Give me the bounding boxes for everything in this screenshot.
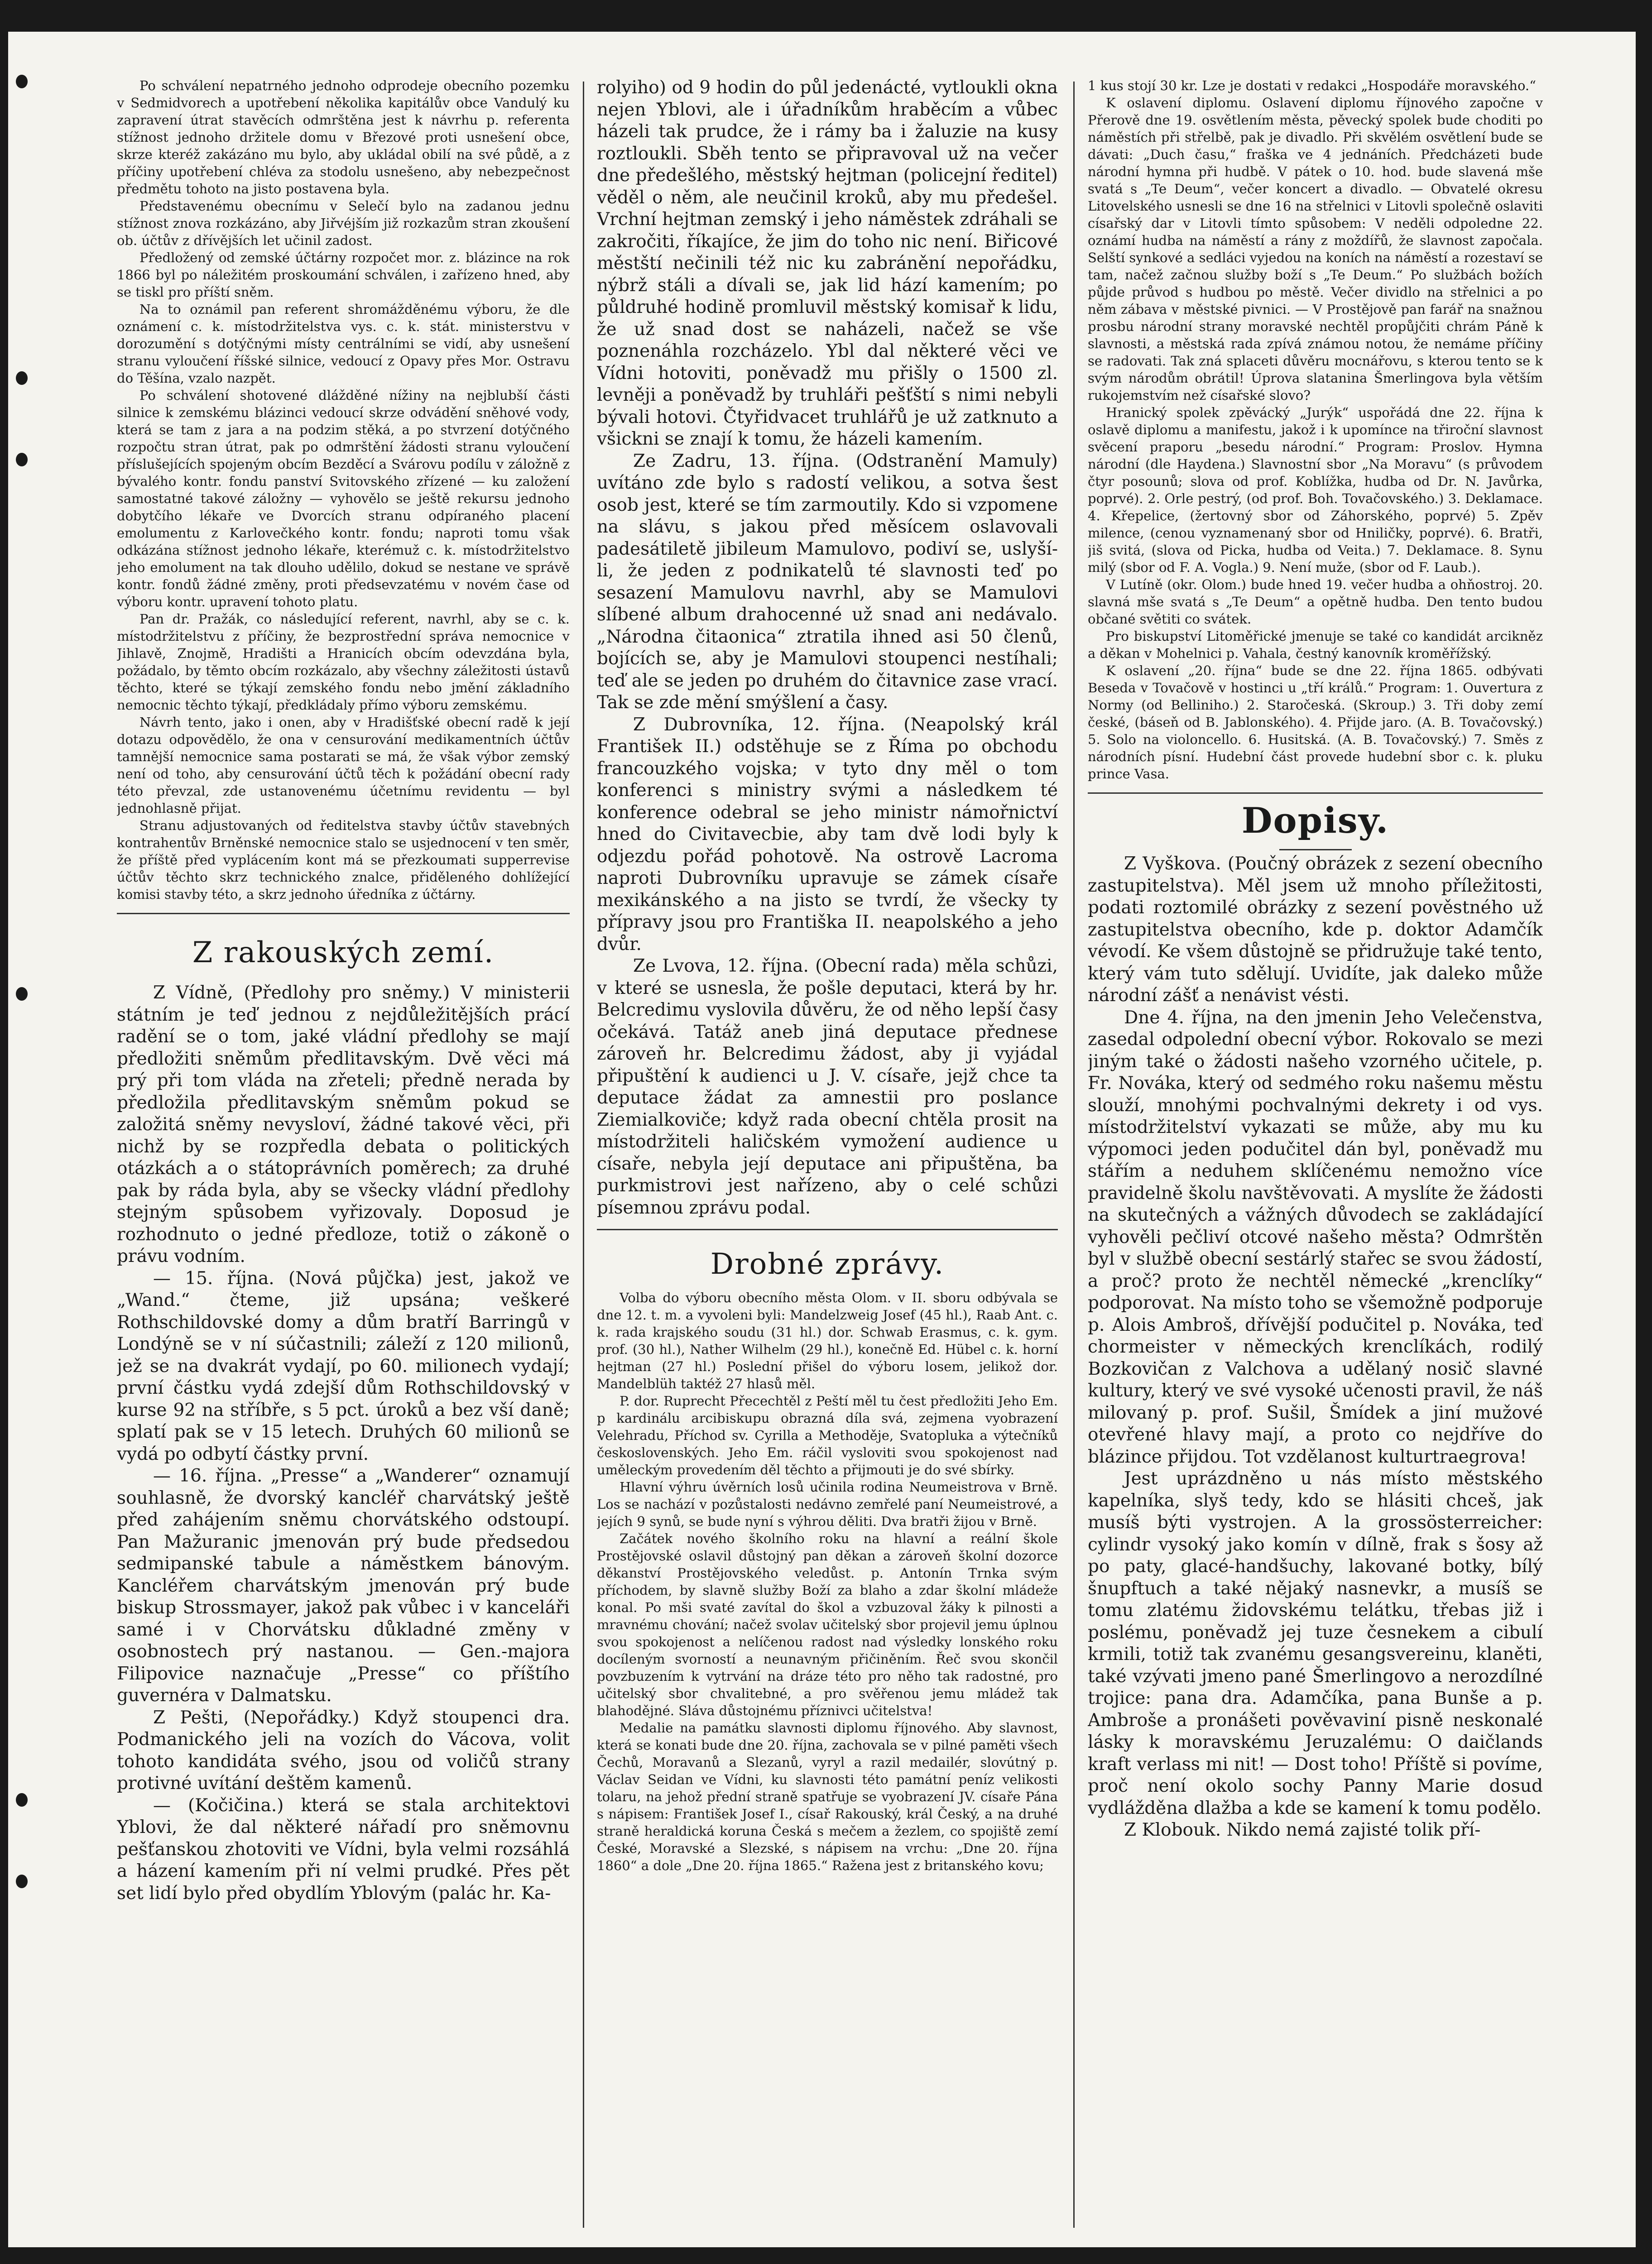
col2-article: rolyiho) od 9 hodin do půl jedenácté, vytloukli okna nejen Yblovi, ale i úřadníkům hraběcím a vůbec házeli tak prudce, že i rámy ba i žaluzie na kusy roztloukli. Sběh tento se připravoval už na večer dne předešlého, městský hejtman (policejní ředitel) věděl o něm, ale neučinil kroků, aby mu předešel. Vrchní hejtman zemský i jeho náměstek zdráhali se zakročiti, říkajíce, že jim do toho nic není. Biřicové městští nečinili též nic ku zabránění nepořádku, nýbrž stáli a dívali se, jak lid hází kamením; po půldruhé hodině promluvil městský komisař k lidu, že už snad dost se naházeli, načež se vše poznenáhla rozcházelo. Ybl dal některé věci ve Vídni hotoviti, poněvadž mu přišly o 1500 zl. levněji a poněvadž by truhláři pešťští s nimi nebyli bývali hotovi. Čtyřidvacet truhlářů je už zatknuto a všickni se znají k tomu, že házeli kamením. (597, 77, 1058, 449)
col1-article: Z Pešti, (Nepořádky.) Když stoupenci dra. Podmanického jeli na vozích do Vácova, volit tohoto kandidáta svého, jsou od voličů strany protivné uvítání deštěm kamenů. (117, 1707, 570, 1794)
heading-underline (1279, 849, 1352, 850)
col1-article: Z Vídně, (Předlohy pro sněmy.) V ministerii státním je teď jednou z nejdůležitějších prácí radění se o tom, jaké vládní předlohy se mají předložiti sněmům předlitavským. Dvě věci má prý při tom vláda na zřeteli; předně nerada by předložila předlitavským sněmům pokud se založitá sněmy nevysloví, žádné takové věci, při nichž by se rozpředla debata o politických otázkách a o státoprávních poměrech; za druhé pak by ráda byla, aby se všecky vládní předlohy stejným spůsobem vyřizovaly. Doposud je rozhodnuto o jedné předloze, totiž o zákoně o právu vodním. (117, 983, 570, 1266)
section-divider (1088, 792, 1543, 794)
scan-border-right (1636, 0, 1652, 2264)
col1-paragraph: Pan dr. Pražák, co následující referent, navrhl, aby se c. k. místodržitelstvu z příčiny, že bezprostřední správa nemocnice v Jihlavě, Znojmě, Hradišti a Hranicích obcím odevzdána byla, požádalo, by těmto obcím rozkázalo, aby všechny záležitosti ústavů těchto, které se týkají zemského fondu nebo jmění základního nemocnic těchto týkají, předkládaly přímo výboru zemskému. (117, 611, 570, 713)
section-divider (597, 1229, 1058, 1230)
col2-news-item: Medalie na památku slavnosti diplomu říjnového. Aby slavnost, která se konati bude dne 20. října, zachovala se v pilné paměti všech Čechů, Moravanů a Slezanů, vyryl a razil medailér, slovútný p. Václav Seidan ve Vídni, ku slavnosti této památní peníz velikosti tolaru, na jehož přední straně spatřuje se vyobrazení JV. císaře Pána s nápisem: František Josef I., císař Rakouský, král Český, a na druhé straně heraldická koruna Česká s mečem a žezlem, co spojiště zemí České, Moravské a Slezské, s nápisem na vrchu: „Dne 20. října 1860“ a dole „Dne 20. října 1865.“ Ražena jest z britanského kovu; (597, 1720, 1058, 1873)
binding-hole-6 (16, 1875, 28, 1888)
column-3 (1088, 77, 1543, 2232)
column2-small-section (597, 1289, 1058, 1874)
binding-hole-1 (16, 75, 28, 88)
column2-large-section (597, 77, 1058, 1219)
col3-letter: Dne 4. října, na den jmenin Jeho Velečenstva, zasedal odpolední obecní výbor. Rokovalo se mezi jiným také o žádosti našeho vzorného učitele, p. Fr. Nováka, který od sedmého roku našemu městu slouží, mnohými pochvalnými dekrety i od vys. místodržitelství vykazati se může, aby mu ku výpomoci jeden podučitel dán byl, poněvadž mu stářím a neduhem sklíčenému nemožno více pravidelně školu navštěvovati. A myslíte že žádosti na skutečných a vážných důvodech se zakládající vyhověli pečliví otcové našeho města? Odmrštěn byl v službě obecní sestárlý stařec se svou žádostí, a proč? proto že nechtěl německé „krenclíky“ podporovat. Na místo toho se všemožně podporuje p. Alois Ambroš, dřívější podučitel p. Nováka, teď chormeister v německých krenclíkách, rodilý Bozkovičan z Valchova a udělaný nosič slavné kultury, který ve své vysoké učenosti pravil, že náš milovaný p. prof. Sušil, Šmídek a jiní mužové otevřené hlavy mají, a proto co nejdříve do blázince přijdou. Tot vzdělanost kulturtraegrova! (1088, 1007, 1543, 1467)
column1-small-section (117, 77, 570, 903)
col3-news-item: V Lutíně (okr. Olom.) bude hned 19. večer hudba a ohňostroj. 20. slavná mše svatá s „Te Deum“ a opětně hudba. Den tento budou občané světiti co svátek. (1088, 577, 1543, 627)
col3-news-item: K oslavení diplomu. Oslavení diplomu říjnového započne v Přerově dne 19. osvětlením města, pěvecký spolek bude choditi po náměstích při střelbě, pak je divadlo. Při skvělém osvětlení bude se dávati: „Duch času,“ fraška ve 4 jednáních. Předcházeti bude národní hymna při hudbě. V pátek o 10. hod. bude slavená mše svatá s „Te Deum“, večer koncert a divadlo. — Obvatelé okresu Litovelského usnesli se dne 16 na střelnici v Litovli společně oslaviti císařský dar v Litovli tímto spůsobem: V neděli odpoledne 22. oznámí hudba na náměstí a rány z moždířů, že slavnost započala. Selští synkové a sedláci vyjedou na koních na náměstí a rozestaví se tam, načež začnou služby boží s „Te Deum.“ Po službách božích půjde průvod s hudbou po městě. Večer dividlo na střelnici a po něm zábava v městské pivnici. — V Prostějově pan farář na snažnou prosbu národní strany moravské nechtěl propůjčiti chrám Páně k slavnosti, a městská rada zpívá známou notou, že nemáme příčiny se radovati. Tak zná splaceti důvěru mocnářovu, s kterou tento se k svým národům obrátil! Úprova slatanina Šmerlingova byla větším rukojemstvím než císařské slovo? (1088, 95, 1543, 403)
column-1 (117, 77, 570, 2232)
col1-paragraph: Na to oznámil pan referent shromážděnému výboru, že dle oznámení c. k. místodržitelstva vys. c. k. stát. ministerstvu v dorozumění s dotýčnými místy centrálními se vidí, aby usnešení stranu vyloučení říšské silnice, vedoucí z Opavy přes Mor. Ostravu do Těšína, vzalo nazpět. (117, 302, 570, 386)
col1-paragraph: Představenému obecnímu v Selečí bylo na zadanou jednu stížnost znova rozkázáno, aby Jiřvéjším již rozkazům stran zkoušení ob. účtův z dřívějších let učinil zadost. (117, 198, 570, 248)
col2-news-item: Začátek nového školního roku na hlavní a reální škole Prostějovské oslavil důstojný pan děkan a zároveň školní dozorce děkanství Prostějovského veledůst. p. Antonín Trnka svým příchodem, by slavně služby Boží za blaho a zdar školní mládeže konal. Po mši svaté zavítal do škol a vzbuzoval žáky k pilnosti a mravnému chování; načež svolav učitelský sbor projevil jemu úplnou svou spokojenost a nelíčenou radost nad výsledky lonského roku docíleným svorností a neunavným přičiněním. Řeč svou skončil povzbuzením k vytrvání na dráze této pro něho tak radostné, pro učitelský sbor chvalitebné, a pro svěřenou jemu mládež tak blahodějné. Sláva důstojnému příznivci učitelstva! (597, 1531, 1058, 1718)
column-2 (597, 77, 1058, 2232)
col2-article: Z Dubrovníka, 12. října. (Neapolský král František II.) odstěhuje se z Říma po obchodu francouzkého vojska; v tyto dny měl o tom konferenci s ministry svými a následkem té konference odebral se jeho ministr námořnictví hned do Civitavecbie, aby tam dvě lodi byly k odjezdu pořád pohotově. Na ostrově Lacroma naproti Dubrovníku upravuje se zámek císaře mexikánského a na jisto se tvrdí, že všecky ty přípravy jsou pro Františka II. neapolského a jeho dvůr. (597, 714, 1058, 955)
col1-paragraph: Po schválení shotovené dlážděné nížiny na nejblubší části silnice k zemskému blázinci vedoucí skrze odvádění sněhové vody, která se tam z jara a na podzim stěká, a po stvrzení dotýčného rozpočtu stran útrat, pak po odmrštění žádosti stranu vyloučení příslušejících spojeným obcím Bezděcí a Svárovu podílu v záložně z bývalého kontr. fondu panství Svitovského zřízené — ku založení samostatné takové záložny — vyhovělo se ještě rekursu jednoho dobytčího lékaře ve Dvorcích stranu odpíraného placení emolumentu z Karlovečkého kontr. fondu; naproti tomu však odkázána stížnost jednoho lékaře, kterémuž c. k. místodržitelstvo jeho emolument na tak dlouho udělilo, dokud se nestane ve správě kontr. fondů žádné změny, proti předsevzatému v novém čase od výboru kontr. upravení tohoto platu. (117, 388, 570, 609)
col3-news-item: Hranický spolek zpěvácký „Jurýk“ uspořádá dne 22. října k oslavě diplomu a manifestu, jakož i k upomínce na třiroční slavnost svěcení praporu „besedu národní.“ Program: Proslov. Hymna národní (dle Haydena.) Slavnostní sbor „Na Moravu“ (s průvodem čtyr posounů; slova od prof. Koblížka, hudba od Dr. N. Javůrka, poprvé). 2. Orle pestrý, (od prof. Boh. Tovačovského.) 3. Deklamace. 4. Křepelice, (žertovný sbor od Záhorského, poprvé) 5. Zpěv milence, (cenou vyznamenaný sbor od Hniličky, poprvé). 6. Bratři, jiš svitá, (slova od Picka, hudba od Veita.) 7. Deklamace. 8. Synu milý (sbor od F. A. Vogla.) 9. Není muže, (sbor od F. Laub.). (1088, 405, 1543, 575)
col1-paragraph: Po schválení nepatrného jednoho odprodeje obecního pozemku v Sedmidvorech a upotřebení několika kapitálův obce Vandulý ku zapravení útrat stavěcích odmrštěna jest k návrhu p. referenta stížnost jednoho držitele domu v Březové proti usnešení obce, skrze kteréž zakázáno mu bylo, aby ukládal obilí na své půdě, a z příčiny upotřebení chléva za stodolu usnešeno, aby nebezpečnost předmětu tohoto na jisto postavena byla. (117, 78, 570, 197)
binding-hole-4 (16, 987, 28, 1001)
section-heading-dopisy: Dopisy. (1241, 800, 1389, 841)
column3-large-section (1088, 853, 1543, 1842)
col1-paragraph: Předložený od zemské účtárny rozpočet mor. z. blázince na rok 1866 byl po náležitém proskoumání schválen, i zařízeno hned, aby se tiskl pro příští sněm. (117, 250, 570, 300)
scan-border-left (0, 0, 8, 2264)
col1-article: — 16. října. „Presse“ a „Wanderer“ oznamují souhlasně, že dvorský kancléř charvátský ještě před zahájením sněmu chorvátského odstoupí. Pan Mažuranic jmenován prý bude předsedou sedmipanské tabule a náměstkem bánovým. Kancléřem charvátským jmenován prý bude biskup Strossmayer, jakož pak vůbec i v kanceláři samé i v Chorvátsku důkladné změny v osobnostech prý nastanou. — Gen.-majora Filipovice naznačuje „Presse“ co příštího guvernéra v Dalmatsku. (117, 1466, 570, 1706)
section-heading-z-rakouskych-zemi: Z rakouských zemí. (192, 936, 495, 969)
section-heading-drobne-zpravy: Drobné zprávy. (710, 1247, 945, 1281)
col2-news-item: Hlavní výhru úvěrních losů učinila rodina Neumeistrova v Brně. Los se nachází v pozůstalosti nedávno zemřelé paní Neumeistrové, a jejích 9 synů, se bude nyní s výhrou děliti. Dva bratři žijou v Brně. (597, 1479, 1058, 1529)
col3-news-item: Pro biskupství Litoměřické jmenuje se také co kandidát arcikněz a děkan v Mohelnici p. Vahala, čestný kanovník kroměřížský. (1088, 628, 1543, 661)
column-rule-1 (583, 82, 584, 2228)
col1-article: — (Kočičina.) která se stala architektovi Yblovi, že dal některé nářadí pro sněmovnu pešťanskou zhotoviti ve Vídni, byla velmi rozsáhlá a házení kamením při ní velmi prudké. Přes pět set lidí bylo před obydlím Yblovým (palác hr. Ka- (117, 1795, 570, 1904)
col3-letter: Jest uprázdněno u nás místo městského kapelníka, slyš tedy, kdo se hlásiti chceš, jak musíš býti vystrojen. A la grossösterreicher: cylindr vysoký jako komín v dílně, frak s šosy až po paty, glacé-handšuchy, lakované botky, bílý šnupftuch a také nějaký nasnevkr, a musíš se tomu zlatému židovskému telátku, třebas již i poslému, poněvadž jej tuze česnekem a cibulí krmili, totiž tak zvanému gesangsvereinu, klaněti, také vzývati jmeno pané Šmerlingovo a nerozdílné trojice: pana dra. Adamčíka, pana Bunše a p. Ambroše a pronášeti pověvaviní pisně neskonalé lásky k moravskému Jeruzalému: O daičlands kraft verlass mi nit! — Dost toho! Příště si povíme, proč není okolo sochy Panny Marie dosud vydlážděna dlažba a kde se kamení k tomu podělo. (1088, 1468, 1543, 1818)
col2-article: Ze Lvova, 12. října. (Obecní rada) měla schůzi, v které se usnesla, že pošle deputaci, která by hr. Belcredimu vyslovila důvěru, že od něho lepší časy očekává. Tatáž aneb jiná deputace přednese zároveň hr. Belcredimu žádost, aby ji vyjádal připuštění k audienci u J. V. císaře, jejž chce ta deputace žádat za amnestii pro poslance Ziemialkoviče; když rada obecní chtěla prosit na místodržiteli haličském vymožení audience u císaře, nebyla její deputace ani připuštěna, ba purkmistrovi jest nařízeno, aby o celé schůzi písemnou zprávu podal. (597, 956, 1058, 1218)
col3-news-item: 1 kus stojí 30 kr. Lze je dostati v redakci „Hospodáře moravského.“ (1088, 78, 1536, 93)
column3-small-section (1088, 77, 1543, 782)
col1-paragraph: Návrh tento, jako i onen, aby v Hradišťské obecní radě k její dotazu odpovědělo, že ona v censurování medikamentních účtův tamnější nemocnice sama postarati se má, že však výbor zemský není od toho, aby censurování účtů těch k požádání obecní rady této převzal, zde ustanovenému účetnímu revidentu — byl jednohlasně přijat. (117, 715, 570, 816)
col2-article: Ze Zadru, 13. října. (Odstranění Mamuly) uvítáno zde bylo s radostí velikou, a sotva šest osob jest, které se tím zarmoutily. Kdo si vzpomene na slávu, s jakou před měsícem oslavovali padesátiletě jibileum Mamulovo, podiví se, uslyší-li, že jeden z podnikatelů té slavnosti teď po sesazení Mamulovu navrhl, aby se Mamulovi slíbené album drahocenné už snad ani nedávalo. „Národna čitaonica“ ztratila ihned asi 50 členů, bojících se, aby je Mamulovi stoupenci nestíhali; teď ale se jeden po druhém do čitavnice zase vrací. Tak se zde mění smýšlení a časy. (597, 451, 1058, 713)
binding-hole-5 (16, 1793, 28, 1807)
binding-hole-2 (16, 371, 28, 385)
col3-letter: Z Klobouk. Nikdo nemá zajisté tolik pří- (1124, 1820, 1481, 1840)
col2-news-item: Volba do výboru obecního města Olom. v II. sboru odbývala se dne 12. t. m. a vyvoleni byli: Mandelzweig Josef (45 hl.), Raab Ant. c. k. rada krajského soudu (31 hl.) dor. Schwab Erasmus, c. k. gym. prof. (30 hl.), Nather Wilhelm (29 hl.), konečně Ed. Hübel c. k. horní hejtman (27 hl.) Poslední přišel do výboru losem, jelikož dor. Mandelblüh taktéž 27 hlasů měl. (597, 1290, 1058, 1391)
scan-border-top-tail (521, 0, 1652, 14)
column-rule-2 (1073, 82, 1075, 2228)
col3-letter: Z Vyškova. (Poučný obrázek z sezení obecního zastupitelstva). Měl jsem už mnoho příležitosti, podati roztomilé obrázky z sezení pověstného už zastupitelstva obecního, kde p. doktor Adamčík vévodí. Ke všem důstojně se přidružuje také tento, který vám tuto sdělují. Uvidíte, jak daleko může národní zášť a nenávist vésti. (1088, 854, 1543, 1006)
col1-paragraph: Stranu adjustovaných od ředitelstva stavby účtův stavebných kontrahentův Brněnské nemocnice stalo se usjednocení v ten směr, že příště před vyplácením kont má se přezkoumati supperrevise účtův těchto skrz technického znalce, přiděleného dohlížející komisi stavby této, a skrz jednoho úředníka z účtárny. (117, 818, 570, 902)
binding-hole-3 (16, 453, 28, 466)
col2-news-item: P. dor. Ruprecht Přecechtěl z Peští měl tu čest předložiti Jeho Em. p kardinálu arcibiskupu obrazná díla svá, zejmena vyobrazení Velehradu, Příchod sv. Cyrilla a Methoděje, Svatopluka a výtečníků československých. Jeho Em. ráčil vysloviti svou spokojenost nad uměleckým provedením děl těchto a přijmouti je do své sbírky. (597, 1393, 1058, 1477)
col3-news-item: K oslavení „20. října“ bude se dne 22. října 1865. odbývati Beseda v Tovačově v hostinci u „tří králů.“ Program: 1. Ouvertura z Normy (od Belliniho.) 2. Staročeská. (Skroup.) 3. Tři doby zemí české, (báseň od B. Jablonského). 4. Přijde jaro. (A. B. Tovačovský.) 5. Solo na violoncello. 6. Husitská. (A. B. Tovačovský.) 7. Směs z národních písní. Hudební část provede hudební sbor c. k. pluku prince Vasa. (1088, 663, 1543, 782)
scan-border-bottom (0, 2247, 1652, 2264)
col1-article: — 15. října. (Nová půjčka) jest, jakož ve „Wand.“ čteme, již upsána; veškeré Rothschildovské domy a dům bratří Barringů v Londýně se v ní súčastnili; záleží z 120 milionů, jež se na dvakrát vydají, po 60. milionech vydají; první částku vydá zdejší dům Rothschildovský v kurse 92 na stříbře, s 5 pct. úroků a bez vší daně; splatí pak se v 15 letech. Druhých 60 milionů se vydá po odbytí částky první. (117, 1268, 570, 1464)
section-divider (117, 913, 570, 914)
column1-large-section (117, 982, 570, 1904)
